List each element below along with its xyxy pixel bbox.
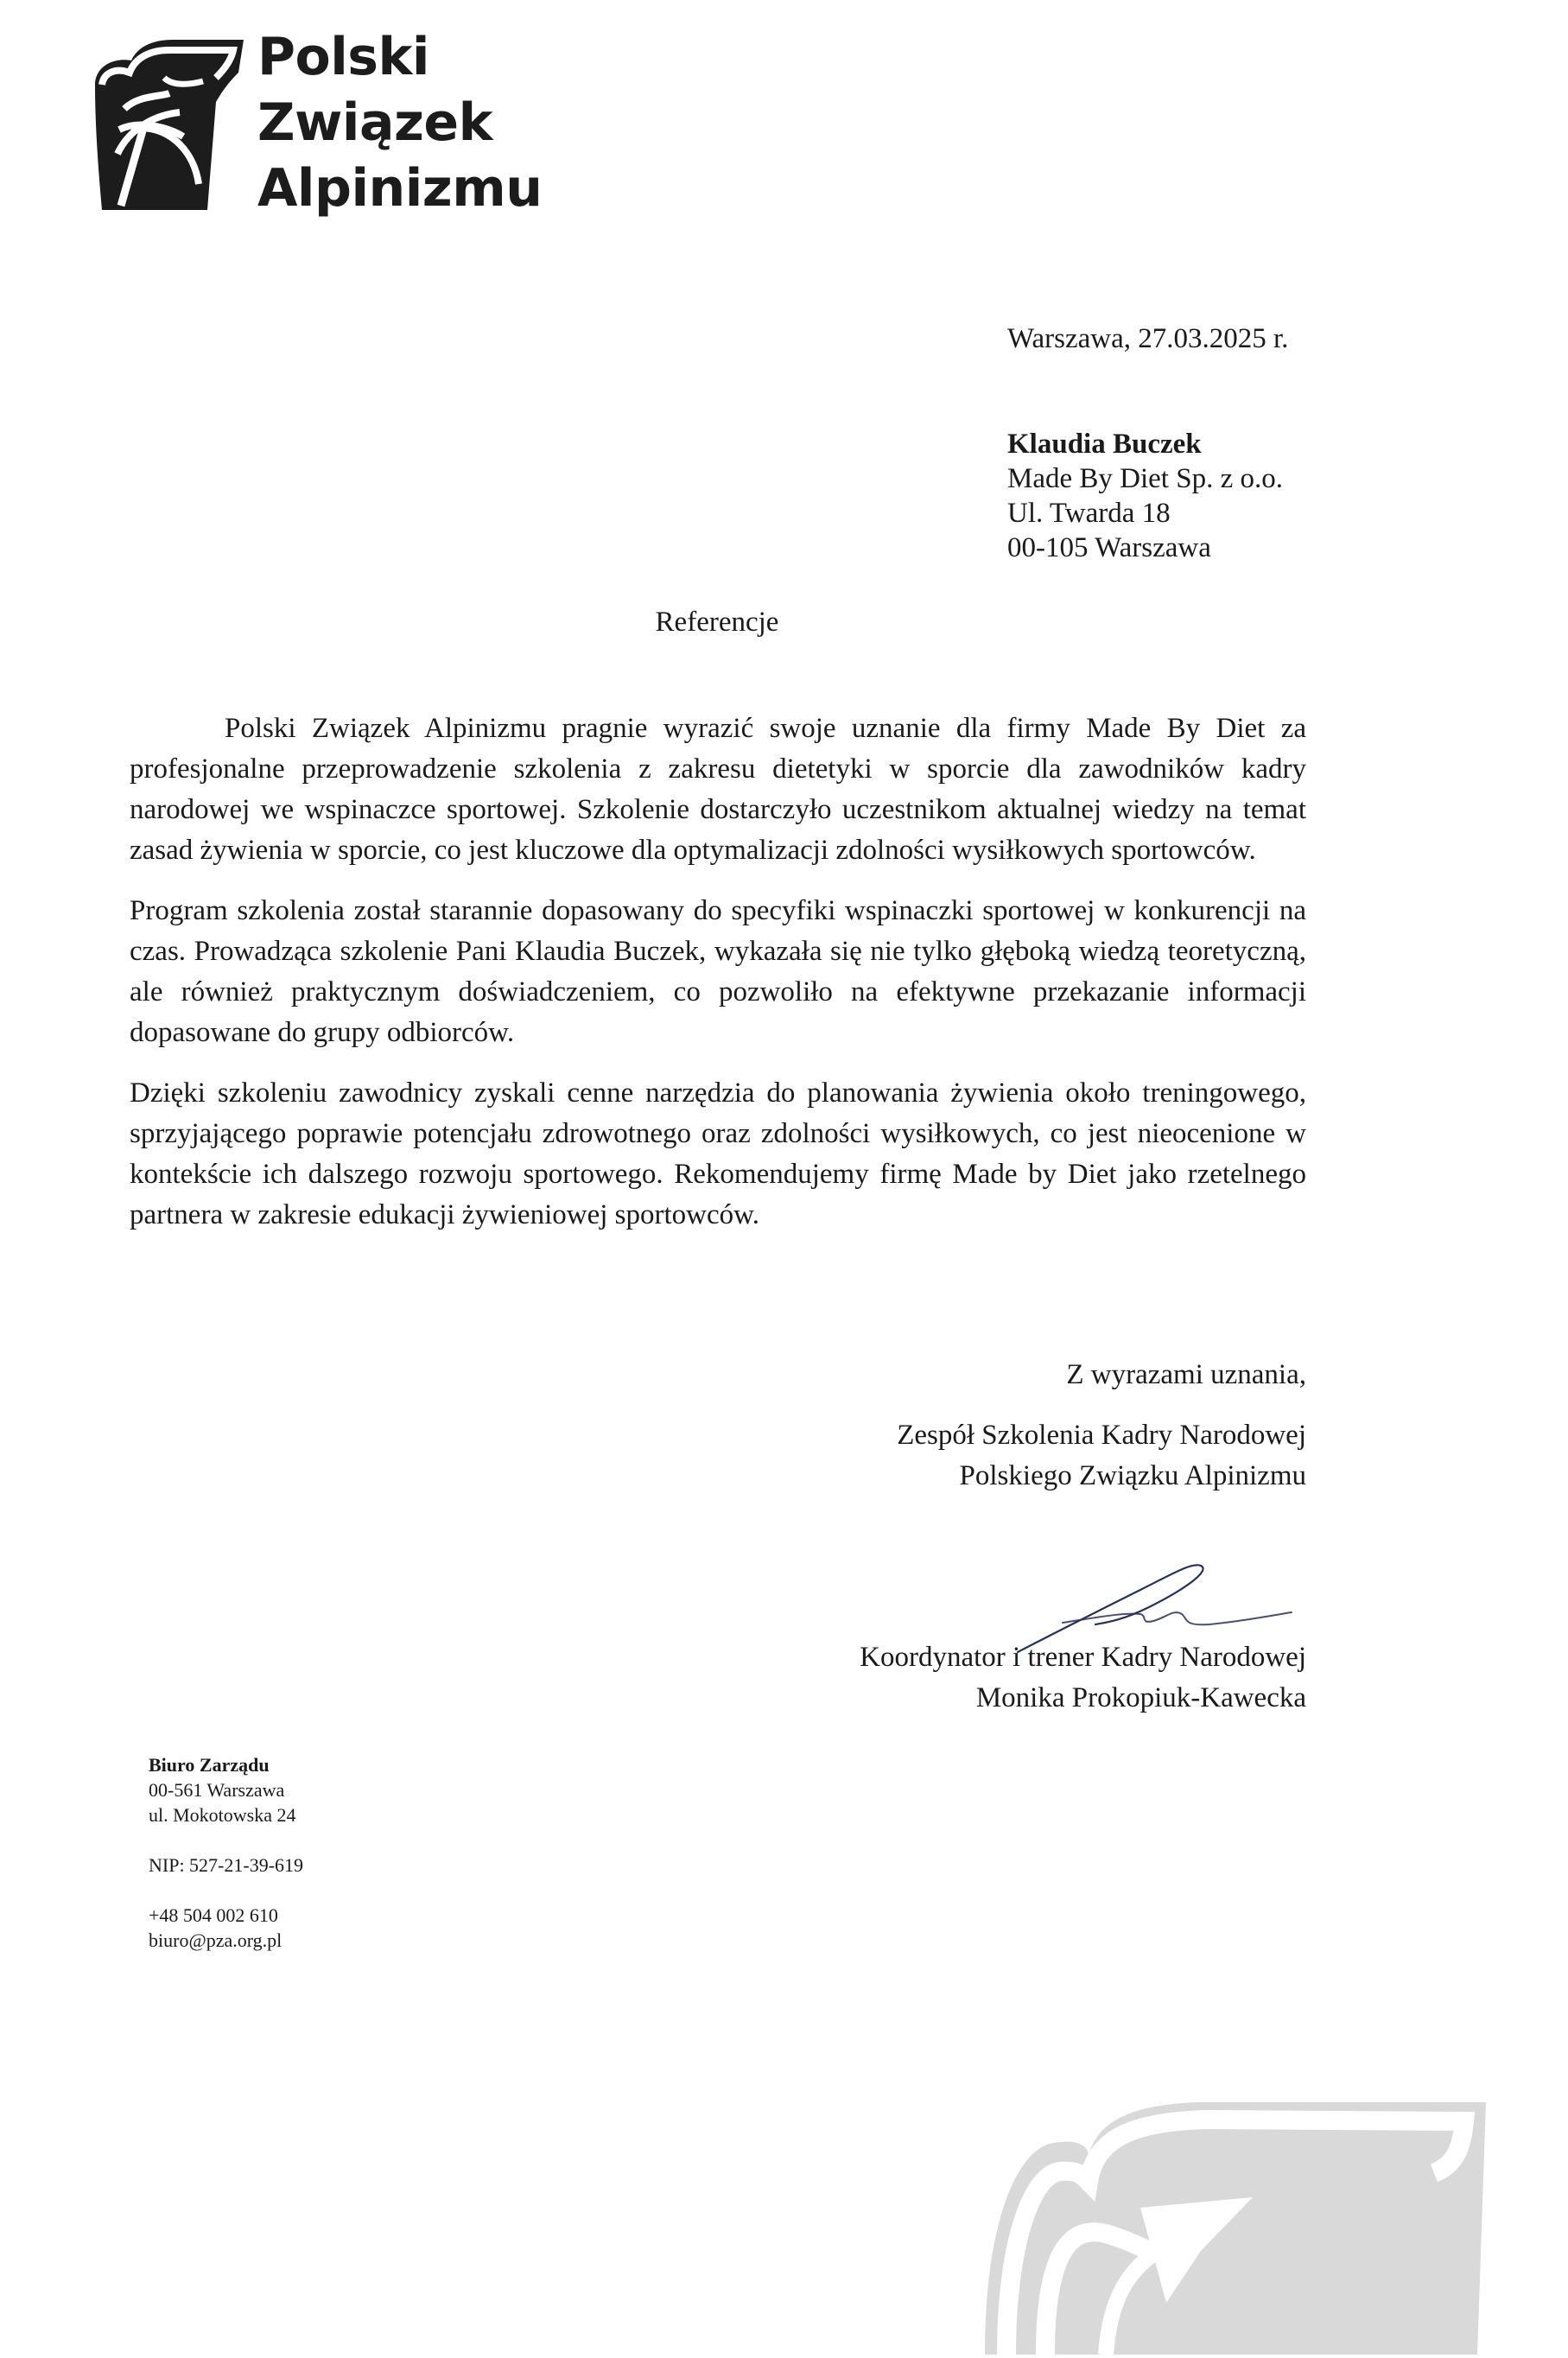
recipient-city: 00-105 Warszawa (1007, 532, 1211, 563)
closing-team-line-2: Polskiego Związku Alpinizmu (959, 1460, 1306, 1491)
footer-postal: 00-561 Warszawa (149, 1779, 285, 1801)
logo-emblem-icon (86, 33, 245, 213)
signer-name: Monika Prokopiuk-Kawecka (975, 1682, 1306, 1713)
recipient-name: Klaudia Buczek (1007, 429, 1202, 460)
closing-team-line-1: Zespół Szkolenia Kadry Narodowej (897, 1420, 1306, 1451)
footer-email: biuro@pza.org.pl (149, 1929, 282, 1951)
logo-line-3: Alpinizmu (257, 158, 543, 219)
logo-line-2: Związek (257, 92, 493, 153)
recipient-address-block (1007, 427, 1283, 565)
signer-role: Koordynator i trener Kadry Narodowej (860, 1642, 1306, 1673)
footer-nip: NIP: 527-21-39-619 (149, 1854, 304, 1876)
eagle-emblem-watermark-icon (985, 2095, 1495, 2355)
footer-contact-block (149, 1752, 303, 1953)
letter-date: Warszawa, 27.03.2025 r. (1007, 323, 1289, 354)
closing-greeting: Z wyrazami uznania, (1066, 1359, 1306, 1390)
logo-line-1: Polski (257, 27, 429, 87)
letter-body (130, 709, 1306, 1255)
footer-phone: +48 504 002 610 (149, 1904, 278, 1926)
letter-subject: Referencje (655, 607, 779, 638)
organization-logo-text (257, 24, 542, 221)
signer-block (860, 1637, 1306, 1719)
body-paragraph-2: Program szkolenia został starannie dopasowany do specyfiki wspinaczki sportowej w konkurencji na czas. Prowadząca szkolenie Pani Klaudia Buczek, wykazała się nie tylko głęboką wiedzą teoretyczną, ale również praktycznym doświadczeniem, co pozwoliło na efektywne przekazanie informacji dopasowane do grupy odbiorców. (130, 895, 1306, 1048)
recipient-company: Made By Diet Sp. z o.o. (1007, 463, 1283, 494)
footer-office-title: Biuro Zarządu (149, 1754, 270, 1776)
body-paragraph-3: Dzięki szkoleniu zawodnicy zyskali cenne narzędzia do planowania żywienia około treningowego, sprzyjającego poprawie potencjału zdrowotnego oraz zdolności wysiłkowych, co jest nieocenione w kontekście ich dalszego rozwoju sportowego. Rekomendujemy firmę Made by Diet jako rzetelnego partnera w zakresie edukacji żywieniowej sportowców. (130, 1077, 1306, 1230)
recipient-street: Ul. Twarda 18 (1007, 498, 1171, 529)
body-paragraph-1: Polski Związek Alpinizmu pragnie wyrazić swoje uznanie dla firmy Made By Diet za profesjonalne przeprowadzenie szkolenia z zakresu dietetyki w sporcie dla zawodników kadry narodowej we wspinaczce sportowej. Szkolenie dostarczyło uczestnikom aktualnej wiedzy na temat zasad żywienia w sporcie, co jest kluczowe dla optymalizacji zdolności wysiłkowych sportowców. (130, 713, 1306, 866)
footer-street: ul. Mokotowska 24 (149, 1804, 296, 1826)
closing-block (897, 1355, 1306, 1497)
